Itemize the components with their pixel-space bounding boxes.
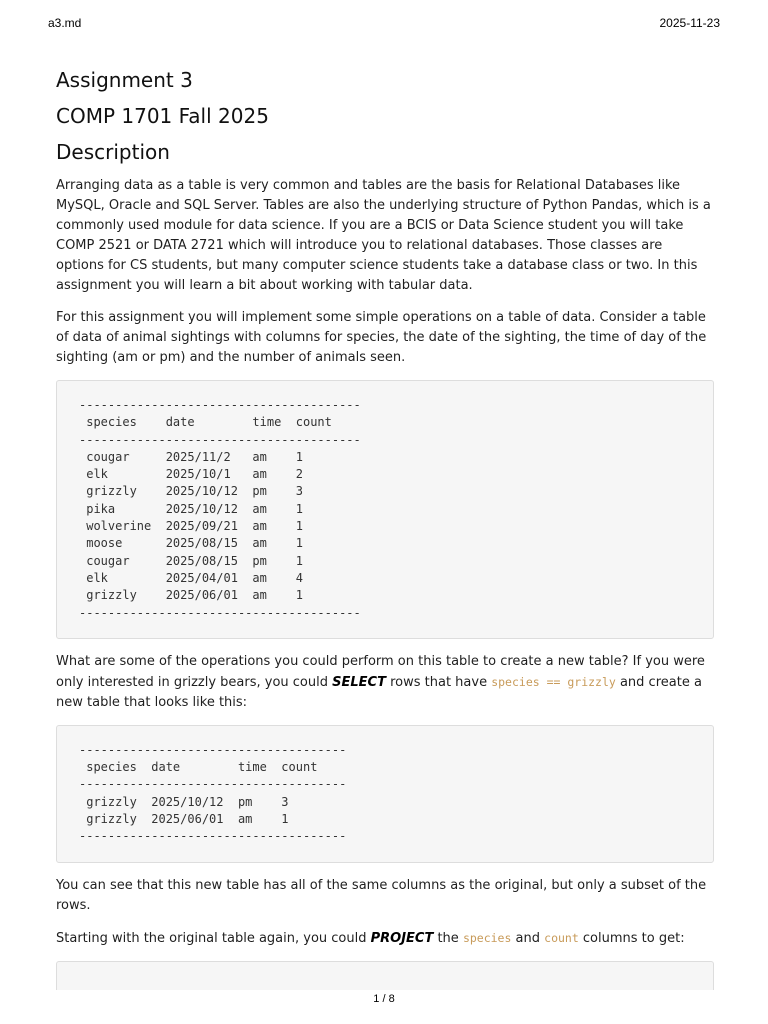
project-text-middle: the — [433, 930, 463, 946]
project-count-code: count — [544, 930, 579, 945]
section-heading: Description — [56, 140, 170, 164]
project-text-before: Starting with the original table again, you could — [56, 930, 371, 946]
project-species-code: species — [462, 930, 512, 945]
doc-course: COMP 1701 Fall 2025 — [56, 104, 269, 128]
select-text-middle: rows that have — [385, 674, 492, 690]
header-date: 2025-11-23 — [659, 16, 720, 30]
paragraph-project — [56, 928, 714, 949]
select-condition-code: species == grizzly — [491, 674, 616, 689]
select-text-before: What are some of the operations you could perform on this table to create a new table? If you were only interested in grizzly bears, you could — [56, 653, 705, 690]
sightings-table-code-block: --------------------------------------- species date time count --------------------------------------- cougar 2025/11/2 am 1 elk 2025/10/1 am 2 grizzly 2025/10/12 pm 3 pika 2025/10/12 am 1 wolverine 2025/09/21 am 1 moose 2025/08/15 am 1 cougar 2025/08/15 pm 1 elk 2025/04/01 am 4 grizzly 2025/06/01 am 1 --------------------------------------- — [56, 380, 714, 639]
paragraph-subset: You can see that this new table has all of the same columns as the original, but only a subset of the rows. — [56, 877, 707, 913]
document-page — [56, 62, 714, 990]
project-keyword: PROJECT — [370, 930, 434, 946]
projected-table-code-block — [56, 961, 714, 990]
project-text-after: columns to get: — [578, 930, 685, 946]
page-indicator: 1 / 8 — [373, 993, 395, 1005]
grizzly-table-code-block: ------------------------------------- species date time count ------------------------------------- grizzly 2025/10/12 pm 3 grizzly 2025/06/01 am 1 ------------------------------------- — [56, 725, 714, 863]
paragraph-select — [56, 652, 714, 713]
project-text-and: and — [511, 930, 545, 946]
select-keyword: SELECT — [332, 674, 386, 690]
header-filename: a3.md — [48, 16, 82, 30]
intro-paragraph: Arranging data as a table is very common and tables are the basis for Relational Databases like MySQL, Oracle and SQL Server. Tables are also the underlying structure of Python Pandas, which is a commonly used module for data science. If you are a BCIS or Data Science student you will take COMP 2521 or DATA 2721 which will introduce you to relational databases. Those classes are options for CS students, but many computer science students take a database class or two. In this assignment you will learn a bit about working with tabular data. — [56, 178, 711, 293]
doc-title: Assignment 3 — [56, 68, 193, 92]
select-text-after: and create a new table that looks like this: — [56, 674, 702, 710]
paragraph-operations: For this assignment you will implement some simple operations on a table of data. Consider a table of data of animal sightings with columns for species, the date of the sighting, the time of day of the sighting (am or pm) and the number of animals seen. — [56, 310, 707, 365]
